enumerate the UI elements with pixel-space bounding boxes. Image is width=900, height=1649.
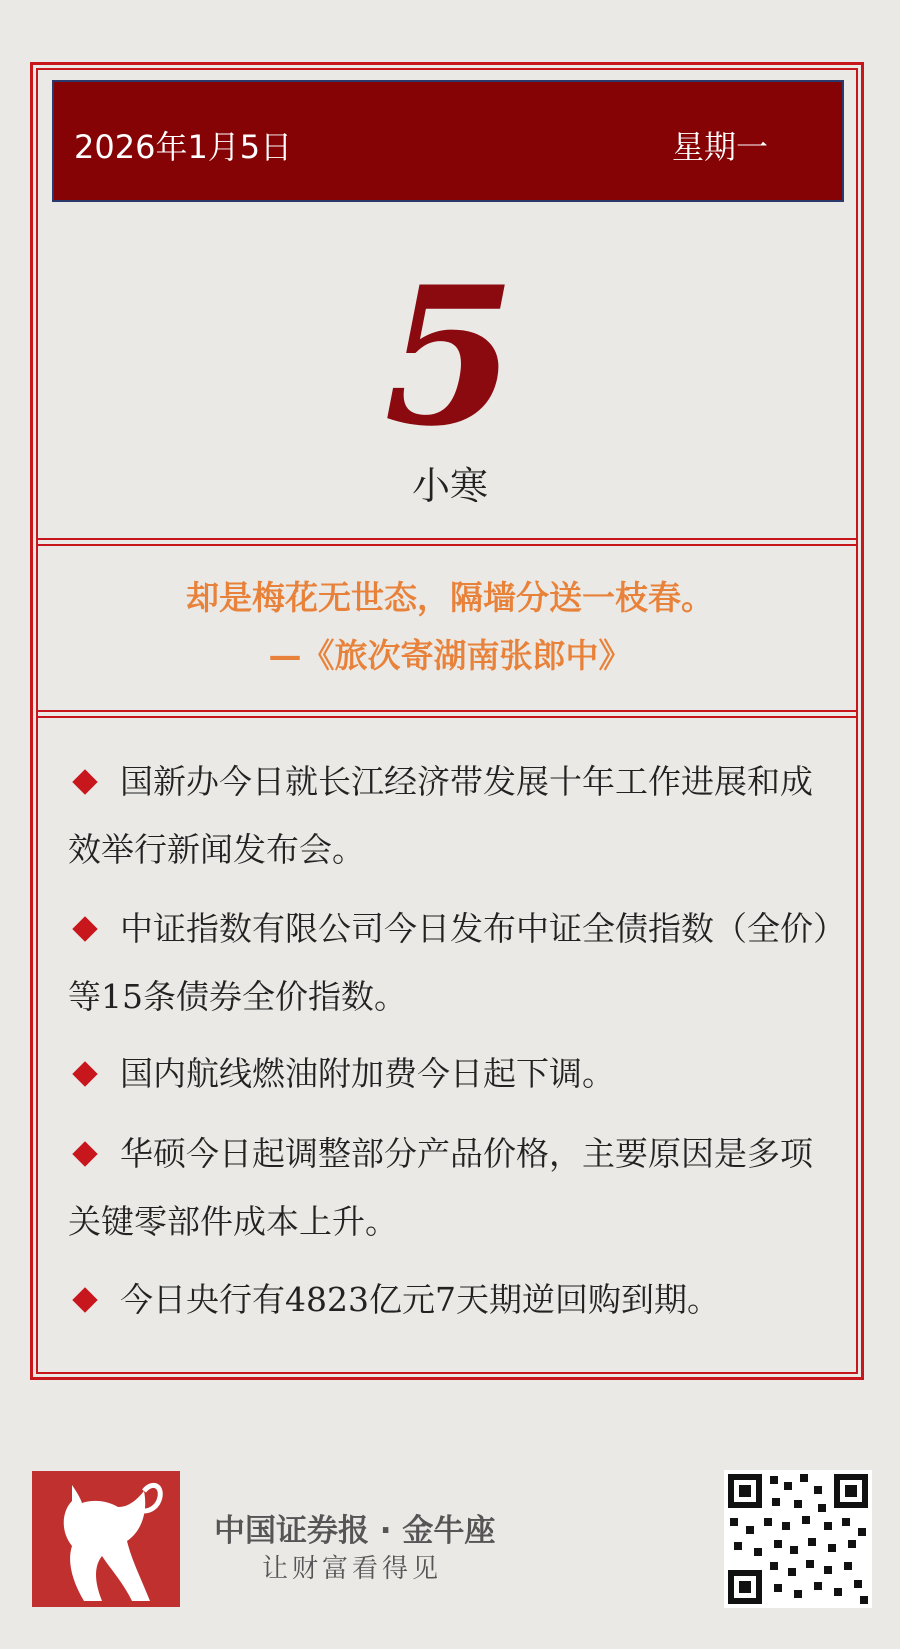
- weekday-label: 星期一: [671, 128, 768, 166]
- diamond-icon: [72, 769, 97, 794]
- qr-code-icon: [724, 1470, 872, 1608]
- news-item: [68, 1040, 838, 1108]
- divider-bottom-2: [36, 716, 858, 718]
- news-text: 中证指数有限公司今日发布中证全债指数（全价）等15条债券全价指数。: [68, 909, 830, 1016]
- divider-top-2: [36, 544, 858, 546]
- date-header: [52, 80, 844, 202]
- news-item: [68, 895, 838, 1031]
- day-number: 5: [383, 245, 517, 468]
- diamond-icon: [72, 916, 97, 941]
- news-item: [68, 748, 838, 884]
- news-item: [68, 1120, 838, 1256]
- poem-line: 却是梅花无世态，隔墙分送一枝春。: [186, 578, 714, 617]
- poem-source: —《旅次寄湖南张郎中》: [268, 636, 632, 675]
- solar-term: 小寒: [411, 464, 488, 508]
- divider-bottom: [36, 710, 858, 712]
- news-item: [68, 1266, 838, 1334]
- diamond-icon: [72, 1141, 97, 1166]
- news-text: 今日央行有4823亿元7天期逆回购到期。: [120, 1280, 720, 1319]
- diamond-icon: [72, 1287, 97, 1312]
- brand-name: 中国证券报 · 金牛座: [214, 1513, 496, 1549]
- divider-top: [36, 538, 858, 540]
- bull-logo-icon: [32, 1471, 180, 1607]
- brand-slogan: 让财富看得见: [262, 1554, 443, 1584]
- news-text: 国内航线燃油附加费今日起下调。: [120, 1054, 615, 1093]
- diamond-icon: [72, 1061, 97, 1086]
- date-label: 2026年1月5日: [74, 128, 293, 166]
- news-text: 国新办今日就长江经济带发展十年工作进展和成效举行新闻发布会。: [68, 762, 813, 869]
- news-text: 华硕今日起调整部分产品价格，主要原因是多项关键零部件成本上升。: [68, 1134, 813, 1241]
